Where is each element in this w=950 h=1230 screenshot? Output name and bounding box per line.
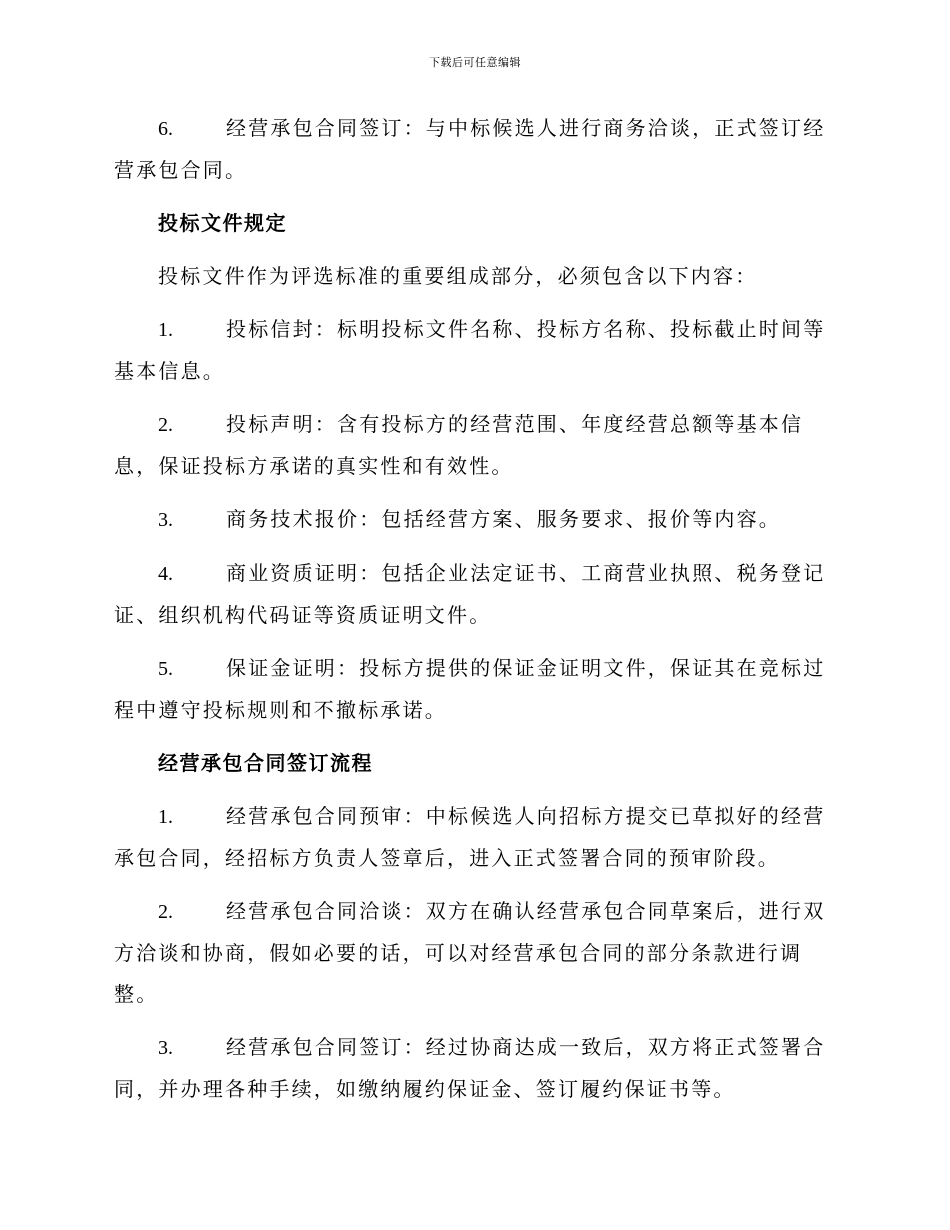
list-item xyxy=(114,553,832,636)
list-item-number: 4. xyxy=(158,563,173,585)
list-item-number: 1. xyxy=(158,319,173,341)
section-heading-bid-docs: 投标文件规定 xyxy=(158,211,287,235)
list-item xyxy=(114,404,832,487)
list-item-number: 2. xyxy=(158,901,173,923)
list-item xyxy=(114,309,832,392)
list-item-text: 投标信封：标明投标文件名称、投标方名称、投标截止时间等基本信息。 xyxy=(114,317,826,383)
list-item-text: 商务技术报价：包括经营方案、服务要求、报价等内容。 xyxy=(226,507,781,531)
document-body xyxy=(114,108,832,1122)
list-item-number: 3. xyxy=(158,509,173,531)
header-note: 下载后可任意编辑 xyxy=(429,56,521,69)
list-item-number: 2. xyxy=(158,414,173,436)
list-item xyxy=(114,499,832,541)
list-item-text: 投标声明：含有投标方的经营范围、年度经营总额等基本信息，保证投标方承诺的真实性和有效性。 xyxy=(114,412,804,478)
list-item xyxy=(114,1027,832,1110)
list-item-text: 经营承包合同预审：中标候选人向招标方提交已草拟好的经营承包合同，经招标方负责人签章后，进入正式签署合同的预审阶段。 xyxy=(114,804,826,870)
list-item-text: 经营承包合同洽谈：双方在确认经营承包合同草案后，进行双方洽谈和协商，假如必要的话，可以对经营承包合同的部分条款进行调整。 xyxy=(114,899,826,1006)
list-item-text: 保证金证明：投标方提供的保证金证明文件，保证其在竞标过程中遵守投标规则和不撤标承诺。 xyxy=(114,656,826,722)
list-item xyxy=(114,796,832,879)
list-item xyxy=(114,108,832,191)
list-item-number: 3. xyxy=(158,1037,173,1059)
list-item-number: 6. xyxy=(158,118,173,140)
section-intro: 投标文件作为评选标准的重要组成部分，必须包含以下内容： xyxy=(158,264,758,288)
list-item-text: 经营承包合同签订：与中标候选人进行商务洽谈，正式签订经营承包合同。 xyxy=(114,116,826,182)
list-item-text: 商业资质证明：包括企业法定证书、工商营业执照、税务登记证、组织机构代码证等资质证明文件。 xyxy=(114,561,826,627)
section-heading-contract-flow: 经营承包合同签订流程 xyxy=(158,751,373,775)
list-item-number: 1. xyxy=(158,806,173,828)
list-item-text: 经营承包合同签订：经过协商达成一致后，双方将正式签署合同，并办理各种手续，如缴纳履约保证金、签订履约保证书等。 xyxy=(114,1035,826,1101)
list-item xyxy=(114,648,832,731)
list-item xyxy=(114,891,832,1015)
list-item-number: 5. xyxy=(158,658,173,680)
